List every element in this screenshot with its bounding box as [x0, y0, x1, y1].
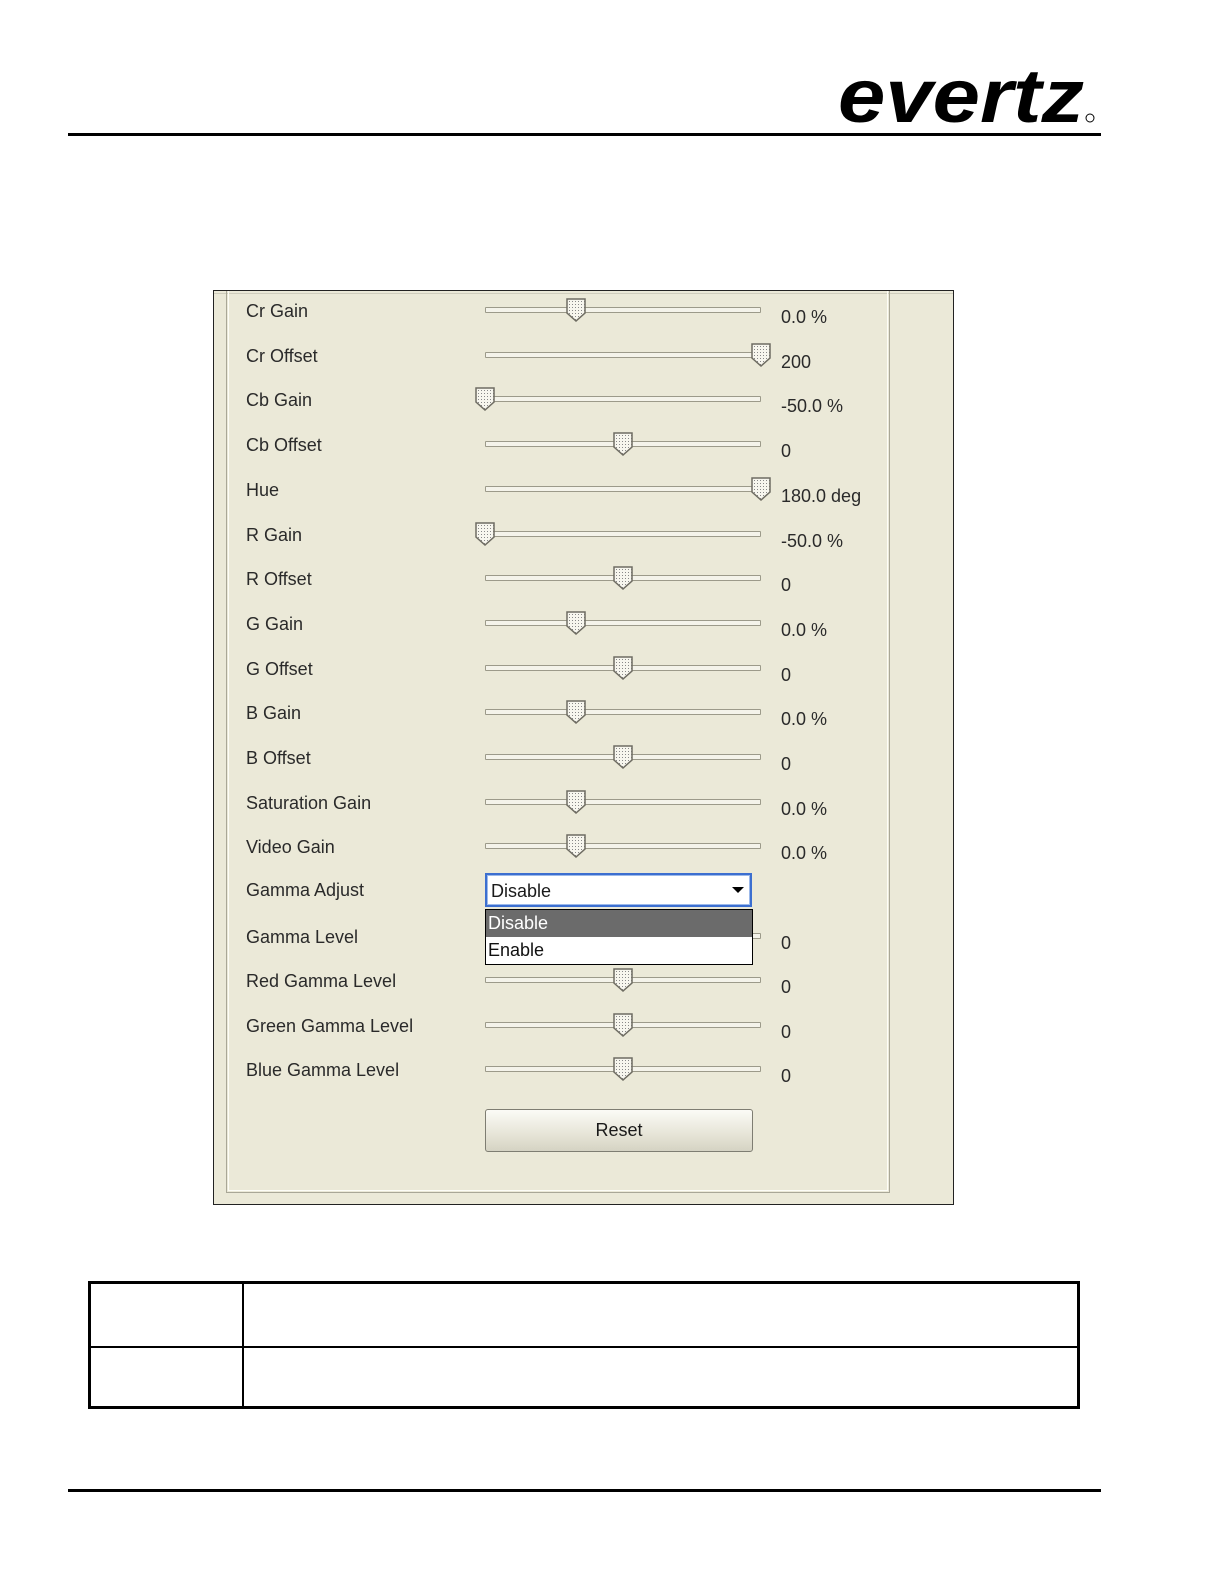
color-correction-panel [213, 290, 954, 1205]
cr-gain-slider[interactable] [485, 305, 761, 317]
slider-thumb-icon[interactable] [750, 342, 772, 368]
red-gamma-level-value: 0 [781, 977, 792, 997]
svg-text:evertz: evertz [838, 60, 1084, 130]
green-gamma-level-label: Green Gamma Level [246, 1015, 414, 1036]
slider-thumb-icon[interactable] [612, 655, 634, 681]
b-offset-label: B Offset [246, 748, 311, 768]
chevron-down-icon[interactable] [732, 887, 744, 893]
blue-gamma-level-value: 0 [781, 1066, 792, 1087]
slider-thumb-icon[interactable] [612, 565, 634, 591]
g-offset-slider[interactable] [485, 663, 761, 675]
gamma-adjust-dropdown [485, 909, 753, 965]
gamma-level-label: Gamma Level [246, 927, 359, 947]
blue-gamma-level-slider[interactable] [485, 1064, 761, 1076]
saturation-gain-slider[interactable] [485, 797, 761, 809]
b-offset-value: 0 [781, 754, 792, 774]
red-gamma-level-row [214, 961, 953, 1005]
cb-offset-label: Cb Offset [246, 435, 322, 456]
hue-slider[interactable] [485, 484, 761, 496]
blue-gamma-level-row [214, 1050, 953, 1094]
slider-thumb-icon[interactable] [565, 699, 587, 725]
slider-thumb-icon[interactable] [612, 744, 634, 770]
r-gain-label: R Gain [246, 524, 303, 545]
gamma-adjust-selected-value: Disable [491, 881, 552, 901]
r-gain-slider[interactable] [485, 529, 761, 541]
saturation-gain-row [214, 783, 953, 827]
gamma-adjust-select[interactable] [485, 873, 752, 907]
red-gamma-level-label: Red Gamma Level [246, 971, 397, 991]
g-gain-label: G Gain [246, 613, 304, 634]
r-offset-value: 0 [781, 575, 792, 596]
b-gain-slider[interactable] [485, 707, 761, 719]
green-gamma-level-slider[interactable] [485, 1020, 761, 1032]
blue-gamma-level-label: Blue Gamma Level [246, 1060, 400, 1081]
g-gain-slider[interactable] [485, 618, 761, 630]
b-gain-label: B Gain [246, 703, 302, 724]
r-gain-value: -50.0 % [781, 530, 844, 551]
r-offset-row [214, 559, 953, 603]
slider-thumb-icon[interactable] [565, 789, 587, 815]
description-table [88, 1281, 1080, 1409]
green-gamma-level-value: 0 [781, 1021, 792, 1042]
cr-gain-row [214, 291, 953, 335]
b-offset-row [214, 738, 953, 782]
cr-gain-label: Cr Gain [246, 301, 309, 321]
cb-offset-value: 0 [781, 441, 792, 462]
g-gain-value: 0.0 % [781, 619, 828, 640]
slider-thumb-icon[interactable] [612, 431, 634, 457]
slider-thumb-icon[interactable] [612, 967, 634, 993]
g-gain-row [214, 604, 953, 648]
video-gain-row [214, 827, 953, 871]
saturation-gain-label: Saturation Gain [246, 792, 372, 813]
g-offset-value: 0 [781, 664, 792, 685]
b-gain-row [214, 693, 953, 737]
cb-gain-value: -50.0 % [781, 396, 844, 417]
r-offset-slider[interactable] [485, 573, 761, 585]
slider-thumb-icon[interactable] [565, 297, 587, 323]
cr-offset-slider[interactable] [485, 350, 761, 362]
cb-gain-label: Cb Gain [246, 390, 313, 411]
gamma-adjust-label: Gamma Adjust [246, 880, 365, 900]
video-gain-value: 0.0 % [781, 843, 828, 864]
slider-thumb-icon[interactable] [474, 386, 496, 412]
r-offset-label: R Offset [246, 569, 312, 590]
b-offset-slider[interactable] [485, 752, 761, 764]
g-offset-row [214, 649, 953, 693]
reset-button[interactable]: Reset [485, 1109, 753, 1152]
slider-thumb-icon[interactable] [565, 610, 587, 636]
saturation-gain-value: 0.0 % [781, 798, 828, 819]
slider-thumb-icon[interactable] [612, 1012, 634, 1038]
gamma-level-value: 0 [781, 933, 792, 953]
slider-thumb-icon[interactable] [612, 1056, 634, 1082]
option-enable[interactable]: Enable [488, 940, 545, 960]
slider-thumb-icon[interactable] [474, 521, 496, 547]
b-gain-value: 0.0 % [781, 709, 828, 730]
cb-offset-row [214, 425, 953, 469]
cr-offset-row [214, 336, 953, 380]
g-offset-label: G Offset [246, 658, 313, 679]
evertz-logo-icon [838, 60, 1098, 130]
cb-gain-row [214, 380, 953, 424]
video-gain-slider[interactable] [485, 841, 761, 853]
video-gain-label: Video Gain [246, 837, 335, 858]
slider-thumb-icon[interactable] [565, 833, 587, 859]
cb-gain-slider[interactable] [485, 394, 761, 406]
cb-offset-slider[interactable] [485, 439, 761, 451]
hue-row [214, 470, 953, 514]
cr-gain-value: 0.0 % [781, 307, 828, 327]
option-disable[interactable]: Disable [486, 910, 752, 937]
hue-label: Hue [246, 479, 280, 500]
slider-thumb-icon[interactable] [750, 476, 772, 502]
cr-offset-value: 200 [781, 351, 812, 372]
red-gamma-level-slider[interactable] [485, 975, 761, 987]
header-rule [68, 133, 1101, 136]
hue-value: 180.0 deg [781, 485, 862, 506]
footer-rule [68, 1489, 1101, 1492]
green-gamma-level-row [214, 1006, 953, 1050]
r-gain-row [214, 515, 953, 559]
cr-offset-label: Cr Offset [246, 345, 318, 366]
